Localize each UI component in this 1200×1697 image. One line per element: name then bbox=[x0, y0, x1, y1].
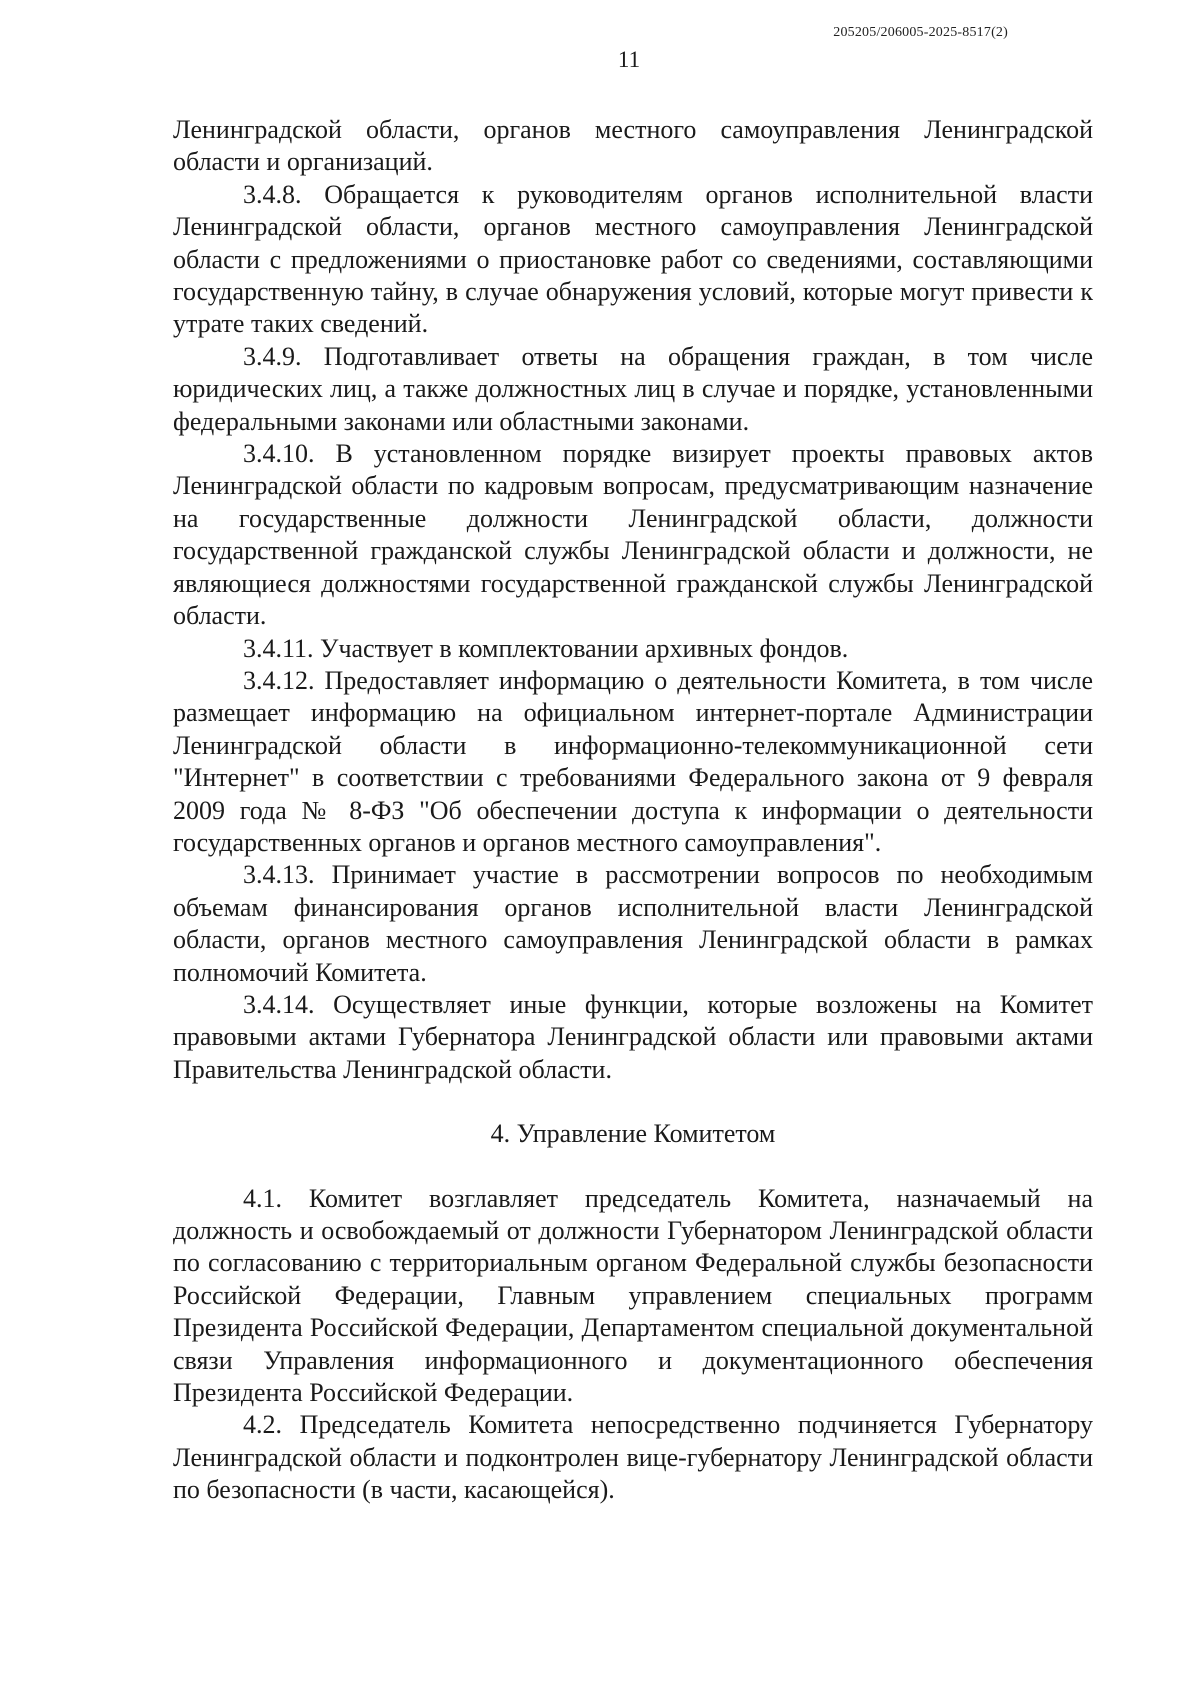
paragraph-3-4-8: 3.4.8. Обращается к руководителям органов исполнительной власти Ленинградской области, органов местного самоуправления Ленинградской области с предложениями о приостановке работ со сведениями, составляющими государственную тайну, в случае обнаружения условий, которые могут привести к утрате таких сведений. bbox=[173, 179, 1093, 339]
section-heading: 4. Управление Комитетом bbox=[490, 1119, 776, 1149]
document-body bbox=[173, 114, 1093, 1507]
paragraph-3-4-10: 3.4.10. В установленном порядке визирует проекты правовых актов Ленинградской области по кадровым вопросам, предусматривающим назначение на государственные должности Ленинградской области, должности государственной гражданской службы Ленинградской области и должности, не являющиеся должностями государственной гражданской службы Ленинградской области. bbox=[173, 439, 1093, 631]
paragraph-4-2: 4.2. Председатель Комитета непосредственно подчиняется Губернатору Ленинградской области и подконтролен вице-губернатору Ленинградской области по безопасности (в части, касающейся). bbox=[173, 1410, 1093, 1505]
paragraph-3-4-14: 3.4.14. Осуществляет иные функции, которые возложены на Комитет правовыми актами Губернатора Ленинградской области или правовыми актами Правительства Ленинградской области. bbox=[173, 989, 1093, 1084]
paragraph-3-4-9: 3.4.9. Подготавливает ответы на обращения граждан, в том числе юридических лиц, а также должностных лиц в случае и порядке, установленными федеральными законами или областными законами. bbox=[173, 341, 1093, 436]
paragraph-4-1: 4.1. Комитет возглавляет председатель Комитета, назначаемый на должность и освобождаемый от должности Губернатором Ленинградской области по согласованию с территориальным органом Федеральной службы безопасности Российской Федерации, Главным управлением специальных программ Президента Российской Федерации, Департаментом специальной документальной связи Управления информационного и документационного обеспечения Президента Российской Федерации. bbox=[173, 1183, 1093, 1408]
document-registration-number: 205205/206005-2025-8517(2) bbox=[833, 25, 1008, 40]
paragraph-3-4-12: 3.4.12. Предоставляет информацию о деятельности Комитета, в том числе размещает информацию на официальном интернет-портале Администрации Ленинградской области в информационно-телекоммуникационной сети "Интернет" в соответствии с требованиями Федерального закона от 9 февраля 2009 года № 8-ФЗ "Об обеспечении доступа к информации о деятельности государственных органов и органов местного самоуправления". bbox=[173, 665, 1093, 857]
page-number: 11 bbox=[617, 47, 641, 72]
paragraph-3-4-11: 3.4.11. Участвует в комплектовании архивных фондов. bbox=[243, 633, 849, 663]
paragraph-continuation: Ленинградской области, органов местного самоуправления Ленинградской области и организаций. bbox=[173, 115, 1093, 177]
paragraph-3-4-13: 3.4.13. Принимает участие в рассмотрении вопросов по необходимым объемам финансирования органов исполнительной власти Ленинградской области, органов местного самоуправления Ленинградской области в рамках полномочий Комитета. bbox=[173, 860, 1093, 987]
